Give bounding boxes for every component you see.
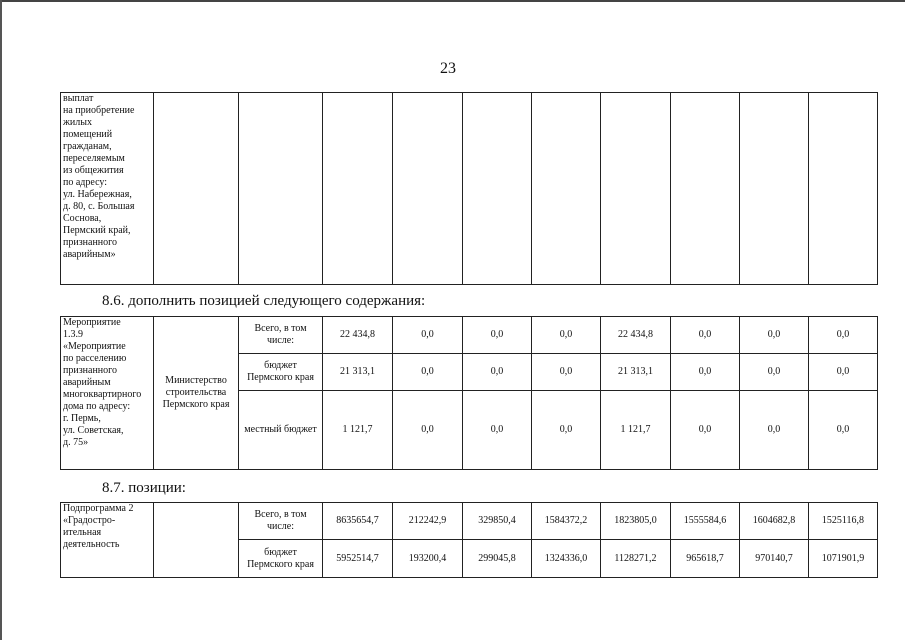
value-cell: 1071901,9 — [809, 540, 878, 578]
value-cell: 0,0 — [532, 354, 601, 391]
value-cell: 0,0 — [671, 391, 740, 470]
value-cell: 8635654,7 — [323, 503, 393, 540]
value-cell: 970140,7 — [740, 540, 809, 578]
value-cell: 1604682,8 — [740, 503, 809, 540]
value-cell: 329850,4 — [463, 503, 532, 540]
table-cell — [154, 93, 239, 285]
table-cell — [740, 93, 809, 285]
value-cell: 299045,8 — [463, 540, 532, 578]
value-cell: 1 121,7 — [601, 391, 671, 470]
value-cell: 22 434,8 — [323, 317, 393, 354]
table-cell — [463, 93, 532, 285]
value-cell: 0,0 — [393, 391, 463, 470]
value-cell: 0,0 — [463, 317, 532, 354]
event-name: Мероприятие 1.3.9 «Мероприятие по расселению признанного аварийным многоквартирного дома по адресу: г. Пермь, ул. Советская, д. 75» — [61, 317, 154, 470]
value-cell: 1128271,2 — [601, 540, 671, 578]
table-cell — [671, 93, 740, 285]
value-cell: 193200,4 — [393, 540, 463, 578]
value-cell: 1584372,2 — [532, 503, 601, 540]
table-cell — [532, 93, 601, 285]
value-cell: 0,0 — [740, 354, 809, 391]
value-cell: 0,0 — [463, 391, 532, 470]
table-cell — [323, 93, 393, 285]
value-cell: 212242,9 — [393, 503, 463, 540]
executor: Министерство строительства Пермского края — [154, 317, 239, 470]
value-cell: 1 121,7 — [323, 391, 393, 470]
table-cell — [809, 93, 878, 285]
value-cell: 0,0 — [671, 354, 740, 391]
value-cell: 0,0 — [532, 391, 601, 470]
table-cell — [393, 93, 463, 285]
value-cell: 0,0 — [463, 354, 532, 391]
value-cell: 0,0 — [740, 391, 809, 470]
value-cell: 0,0 — [393, 317, 463, 354]
heading-8-6: 8.6. дополнить позицией следующего содержания: — [102, 293, 426, 309]
source-label: Всего, в том числе: — [239, 317, 323, 354]
value-cell: 0,0 — [740, 317, 809, 354]
value-cell: 22 434,8 — [601, 317, 671, 354]
value-cell: 0,0 — [393, 354, 463, 391]
continuation-table — [60, 92, 878, 285]
table-cell — [601, 93, 671, 285]
heading-8-7: 8.7. позиции: — [102, 480, 186, 496]
value-cell: 5952514,7 — [323, 540, 393, 578]
event-table — [60, 316, 878, 470]
source-label: бюджет Пермского края — [239, 540, 323, 578]
value-cell: 21 313,1 — [601, 354, 671, 391]
scan-edge-left — [0, 0, 2, 640]
value-cell: 1525116,8 — [809, 503, 878, 540]
value-cell: 965618,7 — [671, 540, 740, 578]
source-label: местный бюджет — [239, 391, 323, 470]
value-cell: 0,0 — [809, 354, 878, 391]
page-number: 23 — [440, 60, 456, 77]
value-cell: 21 313,1 — [323, 354, 393, 391]
source-label: Всего, в том числе: — [239, 503, 323, 540]
value-cell: 1555584,6 — [671, 503, 740, 540]
value-cell: 0,0 — [809, 317, 878, 354]
value-cell: 0,0 — [671, 317, 740, 354]
value-cell: 1823805,0 — [601, 503, 671, 540]
value-cell: 0,0 — [809, 391, 878, 470]
continuation-description: выплат на приобретение жилых помещений гражданам, переселяемым из общежития по адресу: ул. Набережная, д. 80, с. Большая Соснова, Пермский край, признанного аварийным» — [61, 93, 154, 285]
value-cell: 0,0 — [532, 317, 601, 354]
table-cell — [239, 93, 323, 285]
program-name: Подпрограмма 2 «Градостро- ительная деятельность — [61, 503, 154, 578]
program-table — [60, 502, 878, 578]
value-cell: 1324336,0 — [532, 540, 601, 578]
scan-edge-top — [0, 0, 905, 2]
source-label: бюджет Пермского края — [239, 354, 323, 391]
table-cell — [154, 503, 239, 578]
